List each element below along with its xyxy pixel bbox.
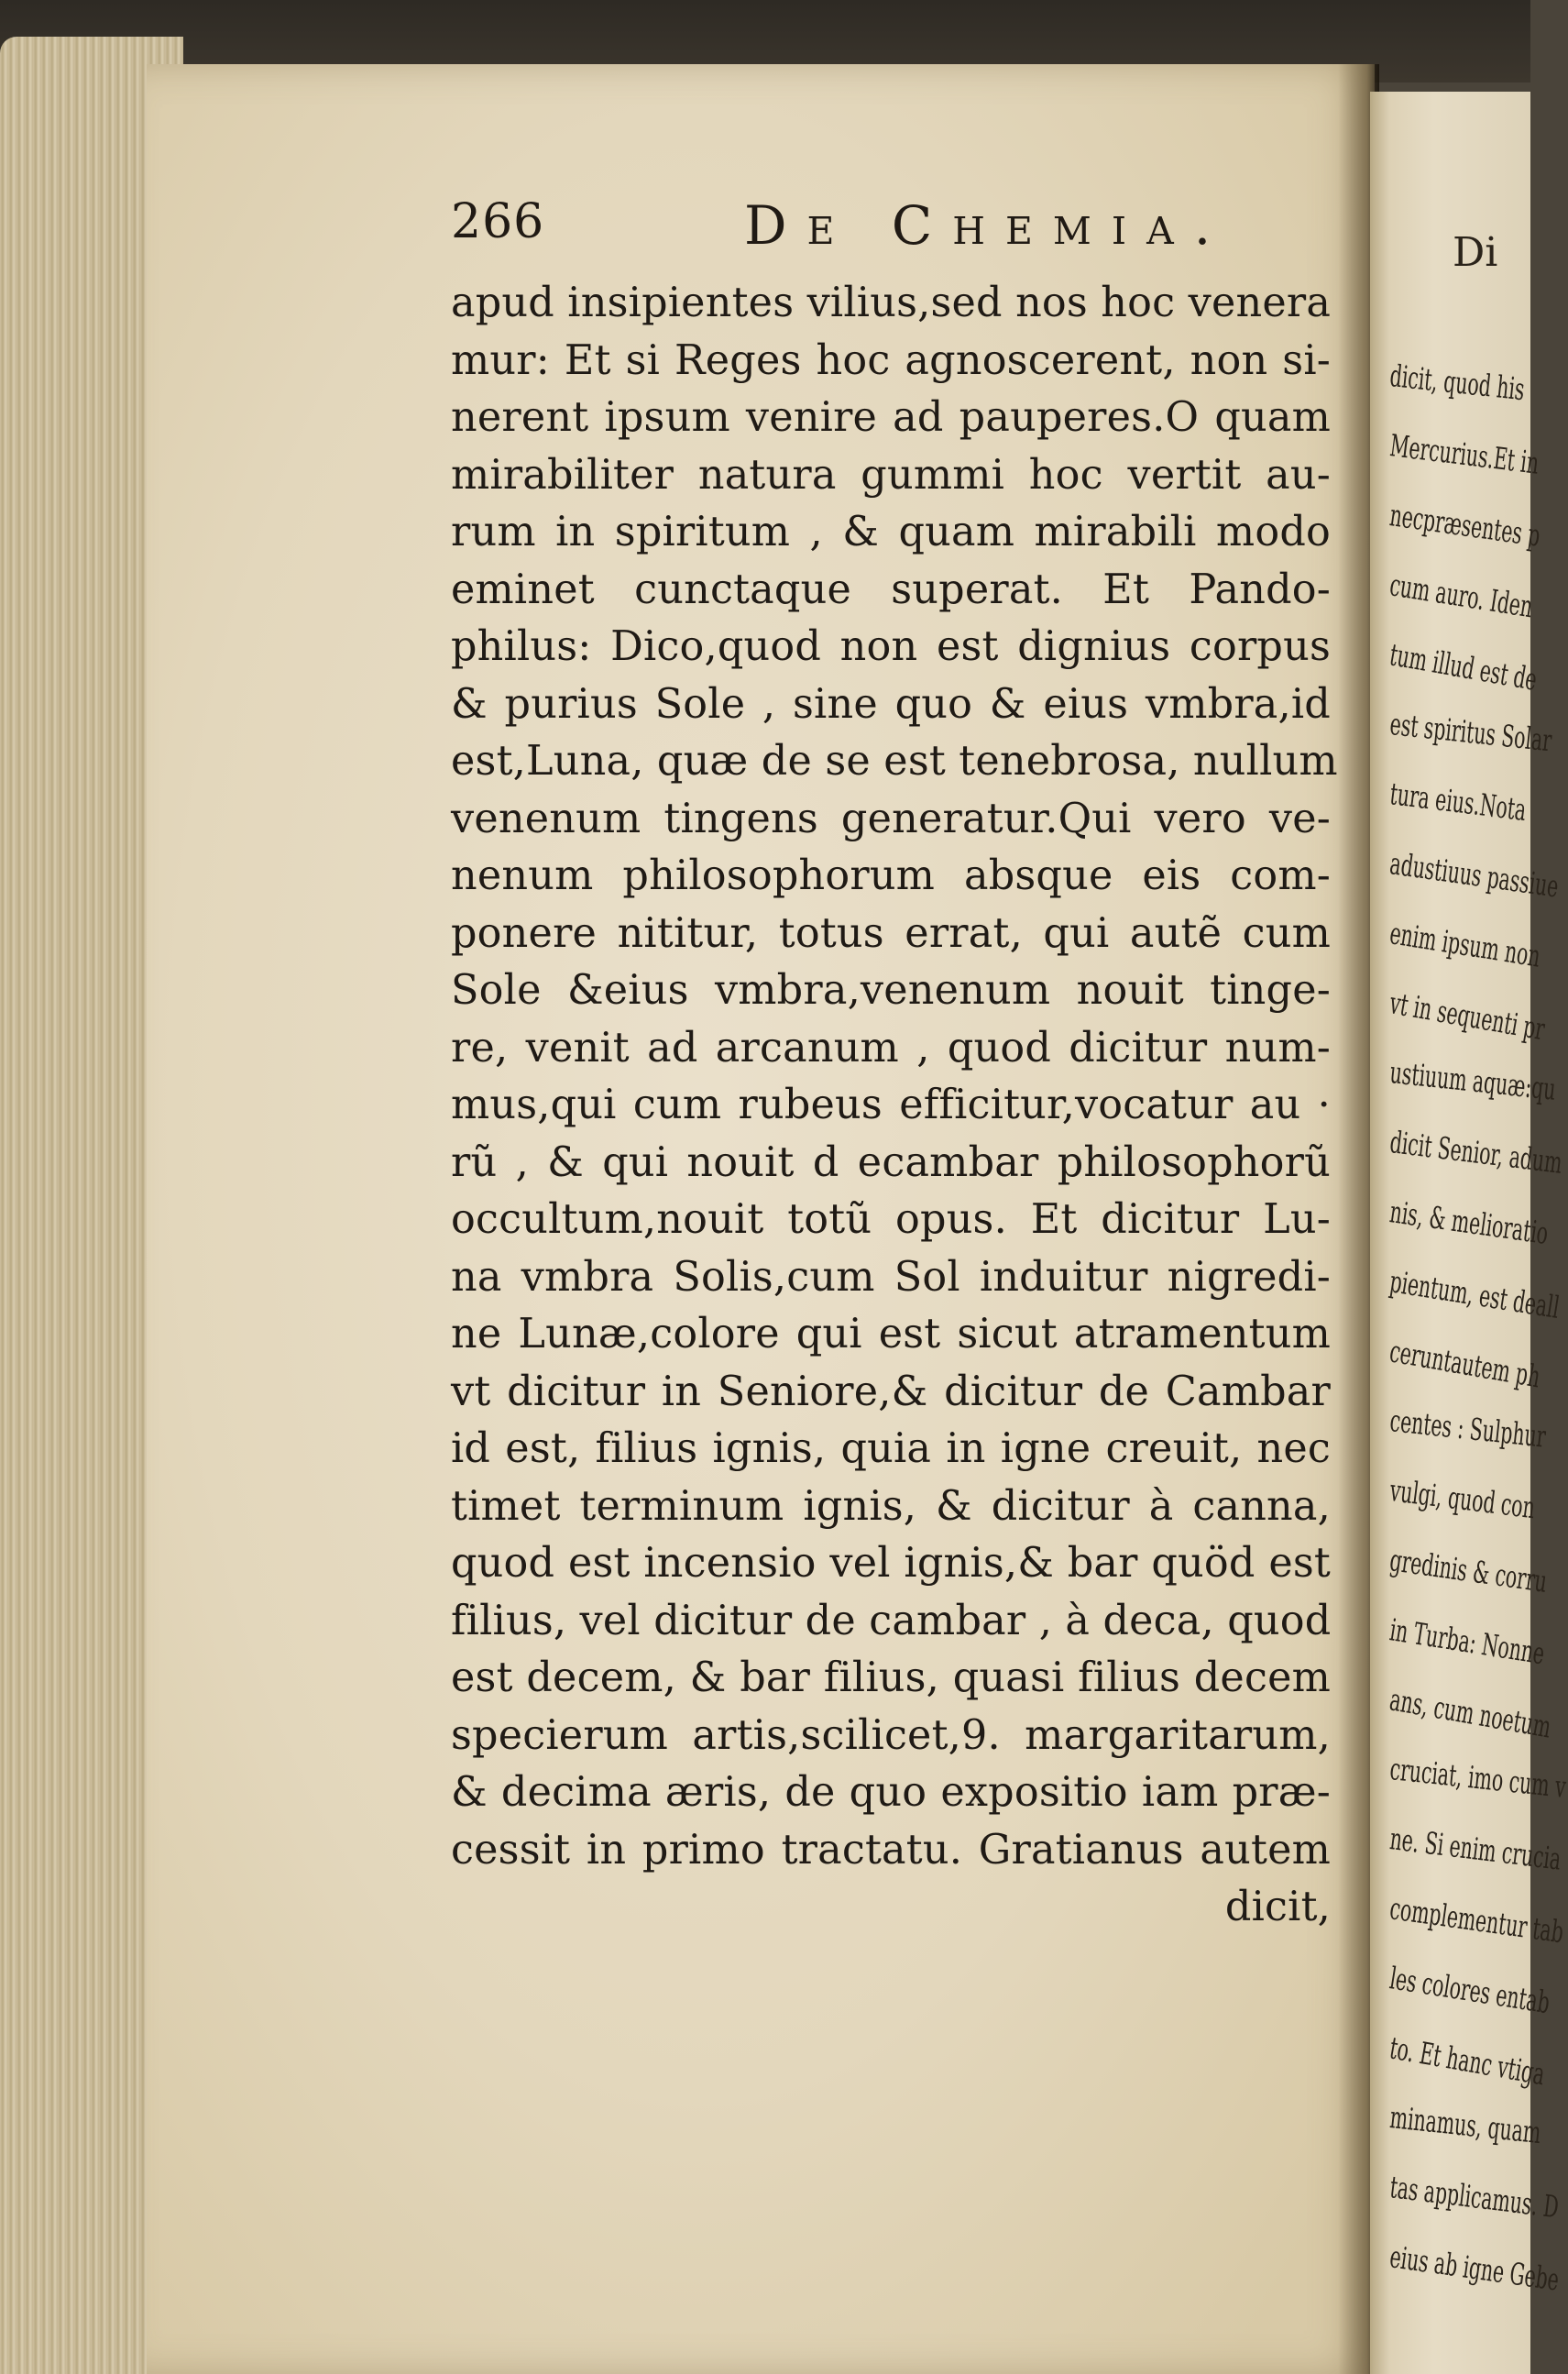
facing-page-line: Mercurius.Et in: [1387, 427, 1541, 481]
text-line: mur: Et si Reges hoc agnoscerent, non si-: [451, 336, 1331, 384]
text-line: timet terminum ignis, & dicitur à canna,: [451, 1482, 1331, 1530]
text-line: vt dicitur in Seniore,& dicitur de Cambar: [451, 1368, 1331, 1415]
facing-page-line: minamus, quam: [1387, 2099, 1543, 2151]
text-line: rũ , & qui nouit d ecambar philosophorũ: [451, 1138, 1331, 1186]
facing-page-line: ans, cum noetum: [1387, 1681, 1554, 1745]
text-line: apud insipientes vilius,sed nos hoc venera: [451, 280, 1332, 326]
facing-page-line: tum illud est de: [1387, 636, 1541, 698]
text-line: filius, vel dicitur de cambar , à deca, quod: [451, 1597, 1332, 1644]
facing-page-line: vt in sequenti pr: [1387, 984, 1548, 1048]
page-number: 266: [451, 194, 545, 249]
facing-page-line: to. Et hanc vtiga: [1387, 2029, 1548, 2093]
facing-page-line: gredinis & corru: [1387, 1542, 1550, 1599]
running-title: De Chemia.: [744, 194, 1232, 257]
text-line: rum in spiritum , & quam mirabili modo: [451, 509, 1331, 555]
facing-page-line: adustiuus passiue: [1387, 845, 1562, 905]
text-line: re, venit ad arcanum , quod dicitur num-: [451, 1024, 1331, 1072]
text-line: philus: Dico,quod non est dignius corpus: [451, 623, 1331, 670]
text-line: cessit in primo tractatu. Gratianus autem: [451, 1826, 1331, 1874]
running-head: [451, 194, 1331, 258]
text-line: eminet cunctaque superat. Et Pando-: [451, 566, 1331, 613]
text-line: venenum tingens generatur.Qui vero ve-: [451, 795, 1331, 842]
text-line: & purius Sole , sine quo & eius vmbra,id: [451, 680, 1331, 728]
text-line: ponere nititur, totus errat, qui autẽ cum: [451, 909, 1331, 957]
text-block: [451, 275, 1338, 1937]
facing-page-line: centes : Sulphur: [1387, 1402, 1548, 1455]
text-line: specierum artis,scilicet,9. margaritarum,: [451, 1711, 1331, 1759]
text-line: ne Lunæ,colore qui est sicut atramentum: [451, 1311, 1331, 1357]
facing-page-line: cruciat, imo cum v: [1387, 1751, 1568, 1806]
facing-page-line: ustiuum aquæ:qu: [1387, 1054, 1558, 1107]
text-line: mirabiliter natura gummi hoc vertit au-: [451, 451, 1331, 499]
facing-page-line: eius ab igne Gebe: [1387, 2238, 1562, 2298]
text-line: occultum,nouit totũ opus. Et dicitur Lu-: [451, 1196, 1331, 1243]
text-line: nerent ipsum venire ad pauperes.O quam: [451, 394, 1331, 441]
facing-page-line: necpræsentes p: [1387, 497, 1543, 554]
text-line: na vmbra Solis,cum Sol induitur nigredi-: [451, 1253, 1331, 1301]
text-line: id est, filius ignis, quia in igne creuit, nec: [451, 1425, 1331, 1472]
facing-page-line: vulgi, quod con: [1387, 1472, 1538, 1526]
facing-page-line: tura eius.Nota: [1387, 775, 1529, 829]
facing-page-line: in Turba: Nonne: [1387, 1611, 1548, 1672]
facing-page-line: tas applicamus. D: [1387, 2169, 1562, 2226]
text-line: dicit,: [1224, 1884, 1331, 1930]
facing-page-line: nis, & melioratio: [1387, 1193, 1551, 1252]
text-line: Sole &eius vmbra,venenum nouit tinge-: [451, 967, 1331, 1014]
facing-page-line: ceruntautem ph: [1387, 1333, 1543, 1395]
text-line: mus,qui cum rubeus efficitur,vocatur au ·: [451, 1082, 1331, 1128]
facing-page: [1370, 92, 1568, 2374]
facing-page-line: ne. Si enim crucia: [1387, 1820, 1563, 1877]
text-line: nenum philosophorum absque eis com-: [451, 852, 1331, 899]
facing-page-line: les colores entab: [1387, 1960, 1552, 2021]
text-line: & decima æris, de quo expositio iam præ-: [451, 1769, 1331, 1816]
facing-page-line: enim ipsum non: [1387, 915, 1543, 974]
text-line: quod est incensio vel ignis,& bar quöd est: [451, 1540, 1331, 1587]
text-line: est,Luna, quæ de se est tenebrosa, nullum: [451, 738, 1338, 785]
text-line: est decem, & bar filius, quasi filius decem: [451, 1654, 1331, 1701]
facing-page-line: pientum, est deall: [1387, 1263, 1563, 1325]
facing-page-line: dicit Senior, adum: [1387, 1124, 1564, 1181]
facing-page-line: est spiritus Solar: [1387, 706, 1554, 759]
facing-page-line: complementur tab: [1387, 1890, 1566, 1951]
facing-page-line: cum auro. Iden: [1387, 566, 1536, 625]
facing-page-head: Di: [1453, 229, 1498, 276]
facing-page-line: dicit, quod his: [1387, 357, 1527, 408]
